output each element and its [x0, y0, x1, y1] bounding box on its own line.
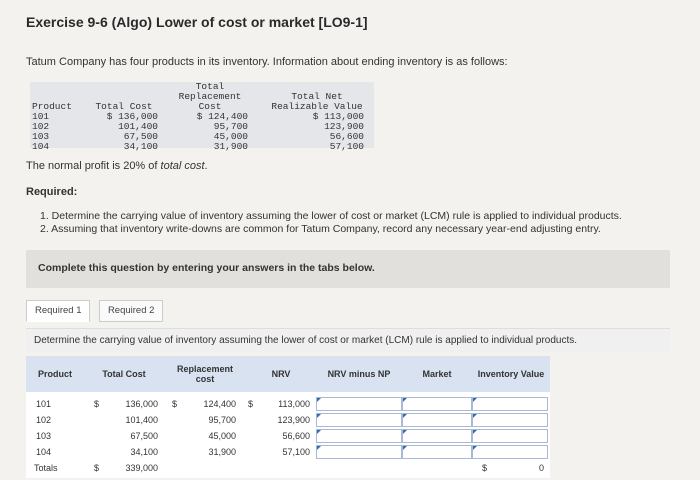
inventory-value-input[interactable]: [472, 413, 548, 427]
profit-note-suffix: .: [204, 160, 208, 172]
header-nrv-line1: Total Net: [291, 91, 343, 102]
totals-cost-symbol: $: [94, 463, 100, 473]
nrv-cell: 123,900: [324, 121, 364, 132]
inventory-value-input[interactable]: [472, 445, 548, 459]
header-product: Product: [32, 101, 72, 112]
requirements-list: [40, 210, 622, 236]
tab-bar: [26, 300, 167, 322]
col-product: Product: [37, 369, 72, 379]
row-nrv: 57,100: [282, 447, 310, 457]
row-replacement: 45,000: [208, 431, 236, 441]
info-row: [30, 142, 374, 152]
input-marker-icon: [317, 430, 321, 434]
col-total-cost: Total Cost: [102, 369, 146, 379]
row-product: 103: [36, 431, 52, 441]
exercise-title: Exercise 9-6 (Algo) Lower of cost or market [LO9-1]: [26, 14, 368, 30]
inventory-value-input[interactable]: [472, 429, 548, 443]
col-replacement: [164, 356, 246, 392]
nrv-cell: $ 113,000: [312, 111, 364, 122]
requirement-1: 1. Determine the carrying value of inventory assuming the lower of cost or market (LCM) rule is applied to individual products.: [40, 210, 622, 222]
row-rep-symbol: $: [172, 399, 178, 409]
col-nrv: NRV: [271, 369, 291, 379]
product-cell: 104: [32, 141, 50, 152]
info-row: [30, 132, 374, 142]
required-heading: Required:: [26, 186, 78, 198]
instruction-banner: Complete this question by entering your answers in the tabs below.: [26, 250, 670, 288]
col-replacement-line2: cost: [195, 374, 215, 384]
grid-totals-row: [26, 460, 550, 476]
profit-note-prefix: The normal profit is 20% of: [26, 160, 161, 172]
input-marker-icon: [403, 414, 407, 418]
grid-row: [26, 428, 550, 444]
row-nrv-symbol: $: [248, 399, 254, 409]
totals-inventory-value: 0: [538, 463, 544, 473]
input-marker-icon: [317, 446, 321, 450]
totals-label: Totals: [34, 463, 58, 473]
market-input[interactable]: [402, 445, 472, 459]
input-marker-icon: [317, 398, 321, 402]
input-marker-icon: [403, 398, 407, 402]
totals-total-cost: 339,000: [125, 463, 158, 473]
row-cost-symbol: $: [94, 399, 100, 409]
row-rep-symbol: [172, 428, 182, 444]
product-cell: 103: [32, 131, 50, 142]
inventory-info-table: [30, 81, 374, 152]
cost-cell: 34,100: [123, 141, 158, 152]
row-total-cost: 34,100: [130, 447, 158, 457]
grid-row: [26, 444, 550, 460]
market-input[interactable]: [402, 397, 472, 411]
col-nrv-minus-np: NRV minus NP: [327, 369, 391, 379]
row-nrv-symbol: [248, 412, 258, 428]
tab-instruction: Determine the carrying value of inventory assuming the lower of cost or market (LCM) rule is applied to individual products.: [26, 328, 670, 352]
cost-cell: $ 136,000: [106, 111, 158, 122]
row-replacement: 95,700: [208, 415, 236, 425]
cost-cell: 67,500: [123, 131, 158, 142]
input-marker-icon: [403, 430, 407, 434]
input-marker-icon: [473, 446, 477, 450]
header-total-cost: Total Cost: [95, 101, 153, 112]
header-replacement-line1: Total Replacement: [178, 81, 242, 102]
requirement-2: 2. Assuming that inventory write-downs are common for Tatum Company, record any necessary year-end adjusting entry.: [40, 223, 601, 235]
nrv-cell: 56,600: [329, 131, 364, 142]
input-marker-icon: [473, 414, 477, 418]
row-total-cost: 101,400: [125, 415, 158, 425]
row-rep-symbol: [172, 444, 182, 460]
row-replacement: 124,400: [203, 399, 236, 409]
product-cell: 101: [32, 111, 50, 122]
grid-row: [26, 396, 550, 412]
replacement-cell: $ 124,400: [196, 111, 248, 122]
row-cost-symbol: [94, 428, 104, 444]
profit-note: [26, 160, 208, 172]
replacement-cell: 45,000: [213, 131, 248, 142]
header-replacement-line2: Cost: [198, 101, 222, 112]
input-marker-icon: [317, 414, 321, 418]
header-nrv-line2: Realizable Value: [271, 101, 363, 112]
col-inventory-value: Inventory Value: [477, 369, 545, 379]
row-nrv-symbol: [248, 428, 258, 444]
info-row: [30, 122, 374, 132]
row-replacement: 31,900: [208, 447, 236, 457]
market-input[interactable]: [402, 429, 472, 443]
row-cost-symbol: [94, 412, 104, 428]
row-nrv: 123,900: [277, 415, 310, 425]
input-marker-icon: [403, 446, 407, 450]
nrv-minus-np-input[interactable]: [316, 445, 402, 459]
row-product: 102: [36, 415, 52, 425]
col-market: Market: [422, 369, 452, 379]
cost-cell: 101,400: [118, 121, 158, 132]
grid-header: [26, 356, 550, 392]
product-cell: 102: [32, 121, 50, 132]
tab-required-2[interactable]: Required 2: [99, 300, 163, 322]
nrv-minus-np-input[interactable]: [316, 429, 402, 443]
col-replacement-line1: Replacement: [176, 364, 234, 374]
market-input[interactable]: [402, 413, 472, 427]
row-rep-symbol: [172, 412, 182, 428]
row-nrv-symbol: [248, 444, 258, 460]
inventory-value-input[interactable]: [472, 397, 548, 411]
nrv-minus-np-input[interactable]: [316, 413, 402, 427]
replacement-cell: 31,900: [213, 141, 248, 152]
nrv-minus-np-input[interactable]: [316, 397, 402, 411]
row-nrv: 56,600: [282, 431, 310, 441]
nrv-cell: 57,100: [329, 141, 364, 152]
lcm-answer-grid: [26, 356, 550, 478]
row-total-cost: 136,000: [125, 399, 158, 409]
row-nrv: 113,000: [278, 399, 310, 409]
input-marker-icon: [473, 430, 477, 434]
input-marker-icon: [473, 398, 477, 402]
profit-note-italic: total cost: [160, 160, 205, 172]
row-product: 104: [36, 447, 52, 457]
replacement-cell: 95,700: [213, 121, 248, 132]
row-cost-symbol: [94, 444, 104, 460]
tab-required-1[interactable]: Required 1: [26, 300, 90, 322]
info-row: [30, 112, 374, 122]
grid-row: [26, 412, 550, 428]
row-total-cost: 67,500: [130, 431, 158, 441]
row-product: 101: [36, 399, 52, 409]
intro-text: Tatum Company has four products in its inventory. Information about ending inventory is as follows:: [26, 56, 508, 68]
totals-inventory-symbol: $: [482, 463, 488, 473]
